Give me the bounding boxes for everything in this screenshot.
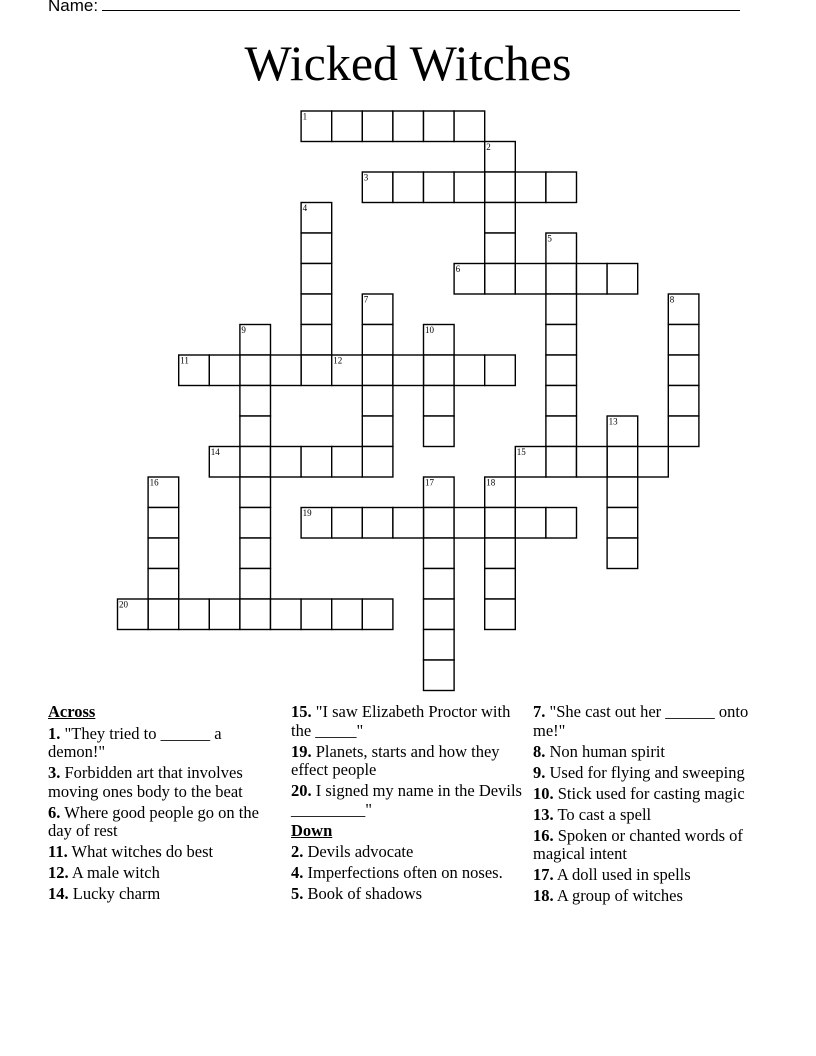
grid-cell[interactable] xyxy=(546,325,577,356)
grid-cell[interactable] xyxy=(638,447,669,478)
grid-cell[interactable] xyxy=(515,447,546,478)
name-label: Name: xyxy=(48,0,99,15)
grid-cell[interactable] xyxy=(148,569,179,600)
grid-cell[interactable] xyxy=(148,508,179,539)
grid-cell[interactable] xyxy=(301,233,332,264)
clue-down-10: 10. Stick used for casting magic xyxy=(533,783,745,803)
grid-cell[interactable] xyxy=(148,477,179,508)
clue-number: 17 xyxy=(425,477,434,488)
grid-cell[interactable] xyxy=(332,111,363,142)
grid-cell[interactable] xyxy=(546,264,577,295)
grid-cell[interactable] xyxy=(362,325,393,356)
clue-number: 6 xyxy=(455,264,461,274)
grid-cell[interactable] xyxy=(301,111,332,142)
across-heading: Across xyxy=(48,702,96,721)
grid-cell[interactable] xyxy=(424,569,455,600)
grid-cell[interactable] xyxy=(209,599,240,630)
clue-number: 14 xyxy=(210,447,220,457)
grid-cell[interactable] xyxy=(485,264,516,295)
clue-column-1 xyxy=(48,703,280,906)
grid-cell[interactable] xyxy=(607,264,638,295)
clue-number: 7 xyxy=(363,294,369,305)
grid-cell[interactable] xyxy=(454,508,485,539)
clue-down-5: 5. Book of shadows xyxy=(291,884,423,903)
grid-cell[interactable] xyxy=(454,355,485,386)
grid-cell[interactable] xyxy=(515,508,546,539)
grid-cell[interactable] xyxy=(362,111,393,142)
grid-cell[interactable] xyxy=(301,325,332,356)
grid-cell[interactable] xyxy=(301,264,332,295)
clue-down-13: 13. To cast a spell xyxy=(533,804,652,824)
grid-cell[interactable] xyxy=(271,355,302,386)
grid-cell[interactable] xyxy=(485,142,516,173)
grid-cell[interactable] xyxy=(179,599,210,630)
grid-cell[interactable] xyxy=(240,569,271,600)
grid-cell[interactable] xyxy=(240,599,271,630)
clue-down-16: 16. Spoken or chanted words of magical intent xyxy=(533,825,743,863)
name-field[interactable] xyxy=(48,0,740,16)
grid-cell[interactable] xyxy=(362,355,393,386)
grid-cell[interactable] xyxy=(362,416,393,447)
grid-cell[interactable] xyxy=(546,172,577,203)
grid-cell[interactable] xyxy=(607,508,638,539)
clue-down-18: 18. A group of witches xyxy=(533,886,683,905)
clue-number: 18 xyxy=(486,477,496,488)
clue-across-20: 20. I signed my name in the Devils _________" xyxy=(291,781,522,819)
clue-across-12: 12. A male witch xyxy=(48,863,160,882)
grid-cell[interactable] xyxy=(485,538,516,569)
grid-cell[interactable] xyxy=(515,264,546,295)
clue-number: 8 xyxy=(669,294,675,305)
clue-column-2 xyxy=(291,703,523,906)
grid-cell[interactable] xyxy=(118,599,149,630)
grid-cell[interactable] xyxy=(240,447,271,478)
grid-cell[interactable] xyxy=(546,294,577,325)
grid-cell[interactable] xyxy=(546,447,577,478)
grid-cell[interactable] xyxy=(240,538,271,569)
grid-cell[interactable] xyxy=(546,355,577,386)
clue-number: 4 xyxy=(302,203,308,213)
clue-down-8: 8. Non human spirit xyxy=(533,741,665,761)
clue-down-7: 7. "She cast out her ______ onto me!" xyxy=(533,702,749,740)
clue-number: 16 xyxy=(149,477,159,488)
grid-cell[interactable] xyxy=(485,355,516,386)
grid-cell[interactable] xyxy=(148,599,179,630)
grid-cell[interactable] xyxy=(454,111,485,142)
grid-cell[interactable] xyxy=(332,447,363,478)
grid-cell[interactable] xyxy=(393,508,424,539)
grid-cell[interactable] xyxy=(424,660,455,691)
grid-cell[interactable] xyxy=(424,111,455,142)
grid-cell[interactable] xyxy=(179,355,210,386)
grid-cell[interactable] xyxy=(607,447,638,478)
grid-cell[interactable] xyxy=(546,386,577,417)
grid-cell[interactable] xyxy=(301,294,332,325)
clue-down-4: 4. Imperfections often on noses. xyxy=(291,863,503,882)
grid-cell[interactable] xyxy=(209,447,240,478)
grid-cell[interactable] xyxy=(454,172,485,203)
grid-cell[interactable] xyxy=(454,264,485,295)
grid-cell[interactable] xyxy=(148,538,179,569)
clue-down-17: 17. A doll used in spells xyxy=(533,865,691,884)
clue-number: 15 xyxy=(516,447,526,457)
grid-cell[interactable] xyxy=(424,172,455,203)
grid-cell[interactable] xyxy=(668,416,699,447)
grid-cell[interactable] xyxy=(362,599,393,630)
grid-cell[interactable] xyxy=(485,233,516,264)
clue-number: 10 xyxy=(425,325,434,335)
grid-cell[interactable] xyxy=(424,416,455,447)
grid-cell[interactable] xyxy=(240,508,271,539)
grid-cell[interactable] xyxy=(577,264,608,295)
grid-cell[interactable] xyxy=(424,630,455,661)
clue-number: 11 xyxy=(180,355,189,366)
grid-cell[interactable] xyxy=(362,447,393,478)
grid-cell[interactable] xyxy=(424,386,455,417)
grid-cell[interactable] xyxy=(668,325,699,356)
grid-cell[interactable] xyxy=(362,386,393,417)
grid-cell[interactable] xyxy=(668,294,699,325)
grid-cell[interactable] xyxy=(393,355,424,386)
clue-number: 20 xyxy=(119,599,128,610)
clue-across-11: 11. What witches do best xyxy=(48,842,214,861)
grid-cell[interactable] xyxy=(485,477,516,508)
grid-cell[interactable] xyxy=(332,355,363,386)
grid-cell[interactable] xyxy=(301,508,332,539)
clue-down-2: 2. Devils advocate xyxy=(291,842,414,861)
grid-cell[interactable] xyxy=(607,477,638,508)
clue-number: 12 xyxy=(333,355,343,366)
grid-cell[interactable] xyxy=(362,508,393,539)
page-title: Wicked Witches xyxy=(244,35,572,91)
clue-across-3: 3. Forbidden art that involves moving ones body to the beat xyxy=(48,763,243,801)
clue-number: 5 xyxy=(547,233,552,244)
grid-cell[interactable] xyxy=(485,599,516,630)
grid-cell[interactable] xyxy=(546,416,577,447)
grid-cell[interactable] xyxy=(424,508,455,539)
clue-column-3 xyxy=(533,703,765,908)
grid-cell[interactable] xyxy=(393,111,424,142)
clue-number: 3 xyxy=(363,172,369,183)
grid-cell[interactable] xyxy=(546,233,577,264)
grid-cell[interactable] xyxy=(668,386,699,417)
grid-cell[interactable] xyxy=(362,294,393,325)
grid-cell[interactable] xyxy=(301,203,332,234)
clue-number: 19 xyxy=(302,508,312,518)
grid-cell[interactable] xyxy=(301,599,332,630)
grid-cell[interactable] xyxy=(240,386,271,417)
clue-across-15: 15. "I saw Elizabeth Proctor with the _____" xyxy=(291,702,511,740)
grid-cell[interactable] xyxy=(424,477,455,508)
grid-cell[interactable] xyxy=(240,325,271,356)
grid-cell[interactable] xyxy=(332,599,363,630)
clue-across-6: 6. Where good people go on the day of rest xyxy=(48,802,259,840)
grid-cell[interactable] xyxy=(332,508,363,539)
clue-across-19: 19. Planets, starts and how they effect people xyxy=(291,741,500,779)
clue-number: 9 xyxy=(241,325,246,335)
clue-across-1: 1. "They tried to ______ a demon!" xyxy=(48,723,222,761)
clue-down-9: 9. Used for flying and sweeping xyxy=(533,762,745,782)
grid-cell[interactable] xyxy=(209,355,240,386)
grid-cell[interactable] xyxy=(271,599,302,630)
grid-cell[interactable] xyxy=(271,447,302,478)
grid-cell[interactable] xyxy=(607,538,638,569)
grid-cell[interactable] xyxy=(485,569,516,600)
grid-cell[interactable] xyxy=(485,203,516,234)
grid-cell[interactable] xyxy=(393,172,424,203)
down-heading: Down xyxy=(291,820,333,840)
grid-cell[interactable] xyxy=(424,599,455,630)
grid-cell[interactable] xyxy=(424,355,455,386)
clue-across-14: 14. Lucky charm xyxy=(48,884,161,903)
grid-cell[interactable] xyxy=(607,416,638,447)
grid-cell[interactable] xyxy=(301,447,332,478)
grid-cell[interactable] xyxy=(668,355,699,386)
name-blank-line[interactable] xyxy=(102,0,740,11)
grid-cell[interactable] xyxy=(301,355,332,386)
clue-number: 2 xyxy=(486,142,491,152)
grid-cell[interactable] xyxy=(485,508,516,539)
grid-cell[interactable] xyxy=(424,538,455,569)
grid-cell[interactable] xyxy=(240,416,271,447)
grid-cell[interactable] xyxy=(240,477,271,508)
grid-cell[interactable] xyxy=(424,325,455,356)
clue-number: 1 xyxy=(302,111,308,122)
grid-cell[interactable] xyxy=(546,508,577,539)
clue-number: 13 xyxy=(608,416,618,427)
grid-cell[interactable] xyxy=(485,172,516,203)
grid-cell[interactable] xyxy=(515,172,546,203)
grid-cell[interactable] xyxy=(362,172,393,203)
grid-cell[interactable] xyxy=(240,355,271,386)
grid-cell[interactable] xyxy=(577,447,608,478)
